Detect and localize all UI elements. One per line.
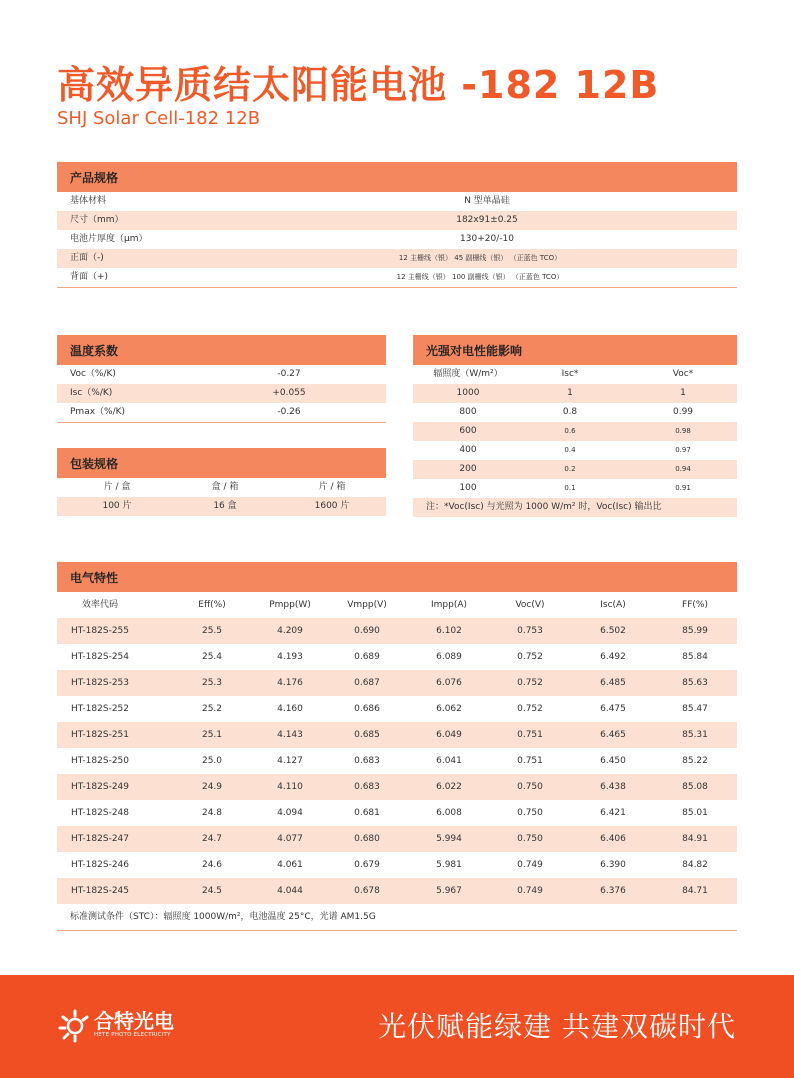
- elec-cell: 85.08: [682, 782, 708, 792]
- elec-col-header: Eff(%): [198, 600, 226, 610]
- elec-row: [57, 722, 737, 748]
- temp-row: [57, 365, 386, 384]
- elec-cell: 4.176: [277, 678, 303, 688]
- pack-header-row: [57, 478, 386, 497]
- elec-row: [57, 852, 737, 878]
- elec-cell: 25.0: [201, 756, 223, 766]
- elec-cell: 6.089: [436, 652, 462, 662]
- elec-cell: 0.683: [354, 782, 380, 792]
- elec-cell: 0.751: [517, 730, 543, 740]
- spec-label: 正面（-): [70, 253, 104, 263]
- elec-cell: 0.752: [517, 704, 543, 714]
- elec-header-row: [57, 592, 737, 618]
- elec-cell: 6.008: [436, 808, 462, 818]
- spec-label: 电池片厚度（μm）: [70, 234, 148, 244]
- elec-col-header: Impp(A): [430, 600, 468, 610]
- elec-cell: 4.110: [277, 782, 303, 792]
- elec-cell: 6.076: [436, 678, 462, 688]
- pack-value-row: [57, 497, 386, 516]
- elec-cell: 6.390: [600, 860, 626, 870]
- elec-row: [57, 670, 737, 696]
- elec-cell: 25.2: [201, 704, 223, 714]
- elec-cell: 25.4: [201, 652, 223, 662]
- elec-cell: 6.049: [436, 730, 462, 740]
- temp-section: [57, 335, 386, 423]
- spec-label: 尺寸（mm）: [70, 215, 124, 225]
- elec-cell: 6.502: [600, 626, 626, 636]
- temp-label: Voc（%/K): [70, 369, 116, 379]
- elec-cell: 4.143: [277, 730, 303, 740]
- elec-cell: HT-182S-254: [70, 652, 130, 662]
- logo-cn: 合特光电: [94, 1009, 174, 1033]
- light-cell: 0.6: [564, 427, 576, 435]
- spec-value: N 型单晶硅: [464, 196, 510, 206]
- elec-cell: 6.102: [436, 626, 462, 636]
- spec-header: 产品规格: [57, 162, 737, 192]
- elec-cell: 6.421: [600, 808, 626, 818]
- light-col: Voc*: [672, 369, 694, 379]
- elec-cell: 84.71: [682, 886, 708, 896]
- light-col: Isc*: [561, 369, 579, 379]
- elec-header: 电气特性: [57, 562, 737, 592]
- pack-header: 包装规格: [57, 448, 386, 478]
- spec-row: [57, 268, 737, 288]
- light-cell: 400: [459, 445, 477, 455]
- elec-row: [57, 800, 737, 826]
- light-row: [413, 422, 737, 441]
- elec-cell: 24.6: [201, 860, 223, 870]
- page-title: 高效异质结太阳能电池 -182 12B: [57, 63, 660, 107]
- elec-cell: 0.687: [354, 678, 380, 688]
- light-cell: 0.98: [675, 427, 691, 435]
- elec-cell: 0.685: [354, 730, 380, 740]
- elec-cell: HT-182S-252: [70, 704, 130, 714]
- elec-cell: 85.01: [682, 808, 708, 818]
- light-cell: 0.99: [672, 407, 694, 417]
- elec-cell: 0.752: [517, 652, 543, 662]
- elec-row: [57, 618, 737, 644]
- elec-cell: 4.160: [277, 704, 303, 714]
- elec-cell: 0.752: [517, 678, 543, 688]
- elec-cell: 0.678: [354, 886, 380, 896]
- light-cell: 0.97: [675, 446, 691, 454]
- footer: [0, 975, 794, 1078]
- elec-cell: 24.5: [201, 886, 223, 896]
- elec-cell: 6.406: [600, 834, 626, 844]
- light-cell: 1000: [456, 388, 480, 398]
- light-section: [413, 335, 737, 517]
- elec-cell: 6.475: [600, 704, 626, 714]
- spec-row: [57, 230, 737, 249]
- elec-cell: 6.465: [600, 730, 626, 740]
- elec-cell: 6.450: [600, 756, 626, 766]
- elec-cell: 0.683: [354, 756, 380, 766]
- light-note-row: [413, 498, 737, 517]
- elec-cell: 5.981: [436, 860, 462, 870]
- elec-note-row: [57, 904, 737, 931]
- elec-cell: 0.751: [517, 756, 543, 766]
- elec-cell: 24.7: [201, 834, 223, 844]
- elec-cell: 6.438: [600, 782, 626, 792]
- light-cell: 0.94: [675, 465, 691, 473]
- elec-cell: 84.82: [682, 860, 708, 870]
- spec-value: 182x91±0.25: [456, 215, 518, 225]
- temp-value: -0.27: [277, 369, 301, 379]
- elec-cell: 4.061: [277, 860, 303, 870]
- spec-value: 130+20/-10: [460, 234, 514, 244]
- slogan: 光伏赋能绿建 共建双碳时代: [378, 1010, 736, 1043]
- elec-section: [57, 562, 737, 931]
- elec-cell: HT-182S-245: [70, 886, 130, 896]
- light-cell: 1: [567, 388, 573, 398]
- elec-cell: 6.492: [600, 652, 626, 662]
- elec-col-header: Isc(A): [600, 600, 626, 610]
- temp-label: Pmax（%/K): [70, 407, 126, 417]
- temp-value: +0.055: [272, 388, 306, 398]
- elec-note: 标准测试条件（STC）：辐照度 1000W/m²，电池温度 25°C，光谱 AM1.5G: [70, 912, 376, 922]
- light-row: [413, 384, 737, 403]
- spec-row: [57, 192, 737, 211]
- elec-cell: HT-182S-246: [70, 860, 130, 870]
- elec-cell: 85.31: [682, 730, 708, 740]
- elec-cell: 0.689: [354, 652, 380, 662]
- elec-cell: 25.5: [201, 626, 223, 636]
- page-subtitle: SHJ Solar Cell-182 12B: [57, 108, 261, 129]
- light-cell: 0.2: [564, 465, 576, 473]
- light-cell: 0.4: [564, 446, 576, 454]
- elec-cell: 6.022: [436, 782, 462, 792]
- pack-value: 1600 片: [314, 501, 350, 511]
- temp-label: Isc（%/K): [70, 388, 113, 398]
- elec-cell: 4.044: [277, 886, 303, 896]
- elec-cell: 0.750: [517, 808, 543, 818]
- light-note: 注：*Voc(Isc) 与光照为 1000 W/m² 时，Voc(Isc) 输出比: [426, 502, 662, 512]
- elec-cell: 4.193: [277, 652, 303, 662]
- elec-cell: HT-182S-253: [70, 678, 130, 688]
- logo-en: HETE PHOTO ELECTRICITY: [94, 1032, 171, 1038]
- temp-header: 温度系数: [57, 335, 386, 365]
- spec-value: 12 主栅线（银） 100 副栅线（银） （正蓝色 TCO）: [396, 273, 564, 281]
- elec-cell: HT-182S-249: [70, 782, 130, 792]
- light-cell: 100: [459, 483, 477, 493]
- light-row: [413, 479, 737, 498]
- elec-row: [57, 774, 737, 800]
- temp-value: -0.26: [277, 407, 301, 417]
- elec-cell: HT-182S-247: [70, 834, 130, 844]
- pack-section: [57, 448, 386, 516]
- elec-col-header: Voc(V): [515, 600, 545, 610]
- elec-cell: 0.690: [354, 626, 380, 636]
- pack-col: 片 / 盒: [103, 482, 131, 492]
- light-cell: 800: [459, 407, 477, 417]
- elec-cell: 25.1: [201, 730, 223, 740]
- elec-cell: 6.062: [436, 704, 462, 714]
- elec-cell: 0.679: [354, 860, 380, 870]
- elec-cell: 0.681: [354, 808, 380, 818]
- elec-cell: 4.094: [277, 808, 303, 818]
- elec-cell: 4.127: [277, 756, 303, 766]
- light-col: 辐照度（W/m²）: [433, 369, 503, 379]
- light-cell: 0.91: [675, 484, 691, 492]
- elec-row: [57, 644, 737, 670]
- spec-row: [57, 211, 737, 230]
- pack-value: 16 盒: [213, 501, 237, 511]
- elec-cell: 0.686: [354, 704, 380, 714]
- elec-cell: 85.63: [682, 678, 708, 688]
- pack-value: 100 片: [102, 501, 132, 511]
- sun-logo-icon: [58, 1009, 92, 1043]
- spec-row: [57, 249, 737, 268]
- spec-label: 背面（+): [70, 272, 109, 282]
- elec-cell: 5.994: [436, 834, 462, 844]
- pack-col: 盒 / 箱: [211, 482, 239, 492]
- elec-cell: 0.749: [517, 860, 543, 870]
- elec-cell: HT-182S-251: [70, 730, 130, 740]
- elec-cell: 6.376: [600, 886, 626, 896]
- elec-cell: 85.84: [682, 652, 708, 662]
- light-cell: 1: [680, 388, 686, 398]
- elec-cell: 6.041: [436, 756, 462, 766]
- elec-col-header: FF(%): [682, 600, 708, 610]
- elec-row: [57, 748, 737, 774]
- elec-cell: 0.749: [517, 886, 543, 896]
- elec-cell: 5.967: [436, 886, 462, 896]
- elec-cell: HT-182S-255: [70, 626, 130, 636]
- elec-cell: HT-182S-250: [70, 756, 130, 766]
- elec-cell: 84.91: [682, 834, 708, 844]
- elec-cell: 0.750: [517, 834, 543, 844]
- elec-cell: 85.47: [682, 704, 708, 714]
- light-row: [413, 403, 737, 422]
- elec-col-header: Pmpp(W): [269, 600, 311, 610]
- elec-cell: 0.750: [517, 782, 543, 792]
- spec-value: 12 主栅线（银） 45 副栅线（银） （正蓝色 TCO）: [398, 254, 562, 262]
- pack-col: 片 / 箱: [318, 482, 346, 492]
- spec-label: 基体材料: [70, 196, 107, 206]
- elec-row: [57, 878, 737, 904]
- elec-row: [57, 696, 737, 722]
- light-header: 光强对电性能影响: [413, 335, 737, 365]
- elec-body: [57, 618, 737, 904]
- light-cell: 0.8: [562, 407, 578, 417]
- spec-section: [57, 162, 737, 288]
- light-cell: 600: [459, 426, 477, 436]
- elec-cell: 4.209: [277, 626, 303, 636]
- light-cell: 0.1: [564, 484, 576, 492]
- temp-row: [57, 384, 386, 403]
- elec-cell: 24.9: [201, 782, 223, 792]
- elec-cell: 85.22: [682, 756, 708, 766]
- company-logo: [58, 1005, 208, 1049]
- elec-cell: 0.680: [354, 834, 380, 844]
- elec-cell: 0.753: [517, 626, 543, 636]
- light-header-row: [413, 365, 737, 384]
- elec-cell: 25.3: [201, 678, 223, 688]
- light-row: [413, 441, 737, 460]
- temp-row: [57, 403, 386, 423]
- light-row: [413, 460, 737, 479]
- elec-cell: 24.8: [201, 808, 223, 818]
- elec-col-header: 效率代码: [81, 600, 119, 610]
- elec-row: [57, 826, 737, 852]
- elec-cell: 85.99: [682, 626, 708, 636]
- elec-col-header: Vmpp(V): [347, 600, 387, 610]
- light-cell: 200: [459, 464, 477, 474]
- elec-cell: 6.485: [600, 678, 626, 688]
- elec-cell: HT-182S-248: [70, 808, 130, 818]
- elec-cell: 4.077: [277, 834, 303, 844]
